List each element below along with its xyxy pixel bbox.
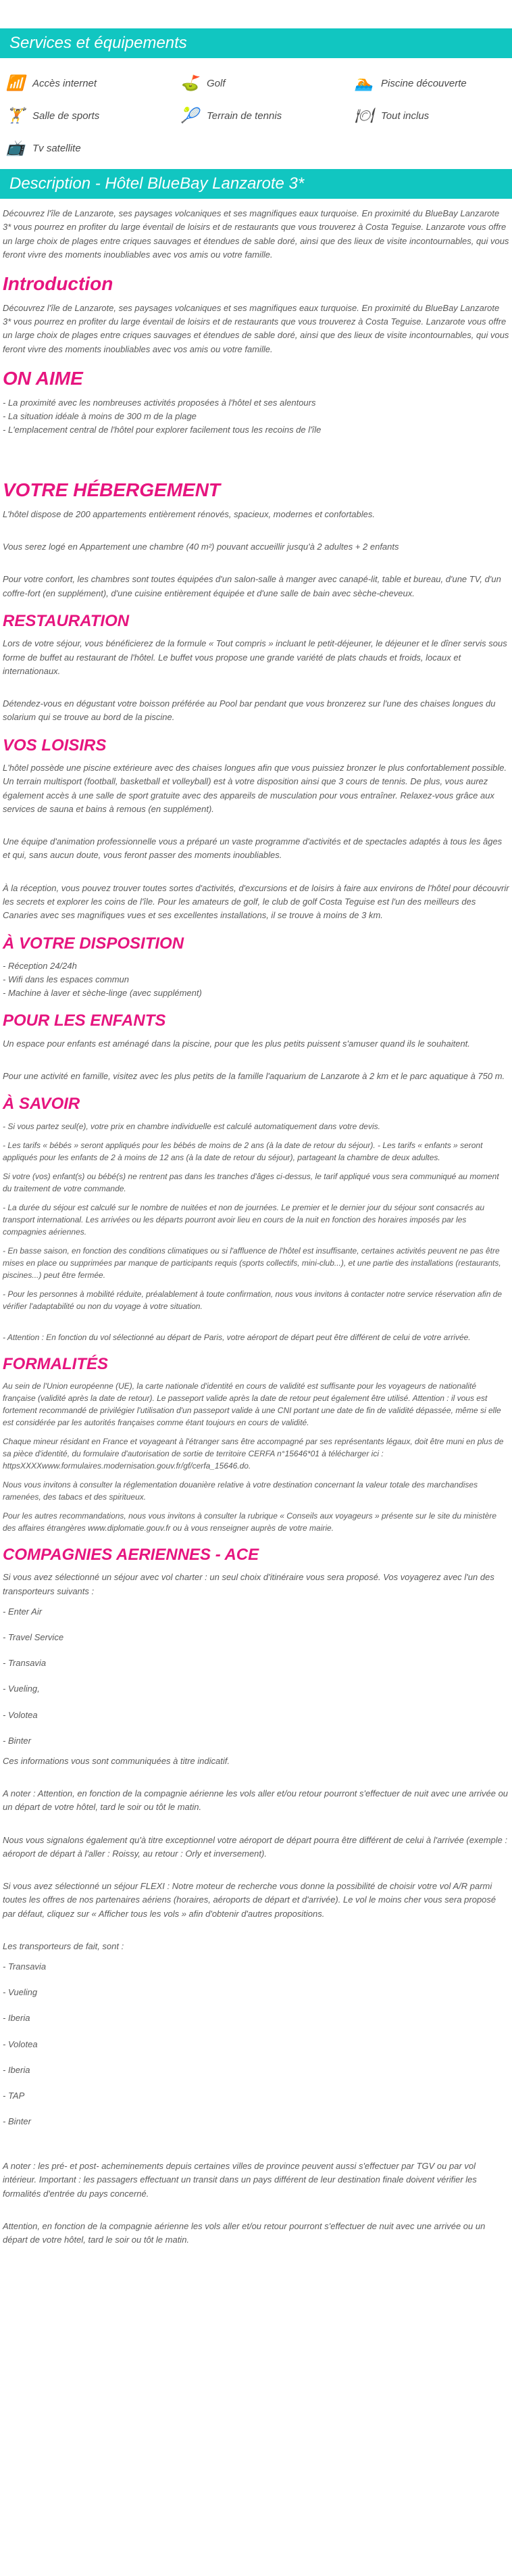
flexi-item: - Volotea <box>3 2038 38 2049</box>
services-grid <box>0 58 512 169</box>
hebergement-p2: Vous serez logé en Appartement une chambre (40 m²) pouvant accueillir jusqu'à 2 adultes + 2 enfants <box>3 542 399 552</box>
service-all-inclusive: 🍽 Tout inclus <box>355 107 430 124</box>
service-golf: ⛳ Golf <box>180 74 226 91</box>
flexi-item: - Iberia <box>3 2013 30 2024</box>
flexi-item: - Vueling <box>3 1987 38 1998</box>
flexi-item: - Transavia <box>3 1961 47 1972</box>
introduction-text: Découvrez l'île de Lanzarote, ses paysages volcaniques et ses magnifiques eaux turquoise. En proximité du BlueBay Lanzarote 3* vous pourrez en profiter du large éventail de loisirs et de restaurants que vous trouverez à Costa Teguise. Lanzarote vous offre un large choix de plages entre criques sauvages et étendues de sable doré, ainsi que des lieux de visite incontournables, qui vous feront vivre des moments inoubliables avec vos amis ou votre famille. <box>3 302 509 354</box>
flexi-list <box>3 1960 509 2128</box>
on-aime-heading: ON AIME <box>3 367 83 389</box>
hebergement-heading: VOTRE HÉBERGEMENT <box>3 479 221 501</box>
charter-item: - Binter <box>3 1735 31 1746</box>
service-pool: 🏊 Piscine découverte <box>355 74 467 91</box>
gym-icon: 🏋 <box>6 107 25 124</box>
a-savoir-p3: Si votre (vos) enfant(s) ou bébé(s) ne rentrent pas dans les tranches d'âges ci-dessus, le tarif appliqué vous sera communiqué au moment du traitement de votre commande. <box>3 1171 499 1193</box>
loisirs-p2: Une équipe d'animation professionnelle vous a préparé un vaste programme d'activités et de spectacles adaptés à tous les âges et qui, sans aucun doute, vous feront passer des moments inoubliables. <box>3 836 503 861</box>
a-savoir-heading: À SAVOIR <box>3 1095 80 1114</box>
on-aime-item: - La situation idéale à moins de 300 m de la plage <box>3 410 197 421</box>
compagnies-p5: Si vous avez sélectionné un séjour FLEXI : Notre moteur de recherche vous donne la possibilité de choisir votre vol A/R parmi toutes les offres de nos partenaires aériens (horaires, aéroports de départ et d'arrivée). Le vol le moins cher vous sera proposé par défaut, cliquez sur « Afficher tous les vols » afin d'obtenir d'autres propositions. <box>3 1881 496 1919</box>
description-title: Description - Hôtel BlueBay Lanzarote 3* <box>0 169 512 199</box>
compagnies-p8: Attention, en fonction de la compagnie aérienne les vols aller et/ou retour pourront s'effectuer de nuit avec une arrivée ou un départ de votre hôtel, tard le soir ou tôt le matin. <box>3 2220 486 2245</box>
formalites-p3: Nous vous invitons à consulter la réglementation douanière relative à votre destination concernant la valeur totale des marchandises ramenées, des tabacs et des spiritueux. <box>3 1480 478 1502</box>
on-aime-list <box>3 396 509 437</box>
charter-item: - Travel Service <box>3 1632 64 1643</box>
disposition-heading: À VOTRE DISPOSITION <box>3 934 184 953</box>
restauration-heading: RESTAURATION <box>3 612 130 630</box>
pool-icon: 🏊 <box>355 74 374 91</box>
flexi-item: - Binter <box>3 2116 31 2127</box>
hebergement-p1: L'hôtel dispose de 200 appartements entièrement rénovés, spacieux, modernes et confortables. <box>3 508 375 519</box>
compagnies-p7: A noter : les pré- et post- acheminements depuis certaines villes de province peuvent aussi s'effectuer par TGV ou par vol intérieur. Important : les passagers effectuant un transit dans un pays différent de leur destination finale doivent vérifier les formalités d'entrée du pays concerné. <box>3 2161 477 2199</box>
charter-item: - Volotea <box>3 1709 38 1720</box>
a-savoir-p6: - Pour les personnes à mobilité réduite, préalablement à toute confirmation, nous vous invitons à contacter notre service réservation afin de vérifier l'adaptabilité ou non du voyage à votre situation. <box>3 1289 503 1311</box>
service-internet: 📶 Accès internet <box>6 74 97 91</box>
charter-item: - Enter Air <box>3 1606 43 1617</box>
restauration-p2: Détendez-vous en dégustant votre boisson préférée au Pool bar pendant que vous bronzerez sur l'une des chaises longues du solarium qui se trouve au bord de la piscine. <box>3 698 496 723</box>
restauration-p1: Lors de votre séjour, vous bénéficierez de la formule « Tout compris » incluant le petit-déjeuner, le déjeuner et le dîner servis sous forme de buffet au restaurant de l'hôtel. Le buffet vous propose une grande variété de plats chauds et froids, locaux et internationaux. <box>3 638 507 676</box>
service-tennis: 🎾 Terrain de tennis <box>180 107 282 124</box>
a-savoir-p2: - Les tarifs « bébés » seront appliqués pour les bébés de moins de 2 ans (à la date de retour du séjour). - Les tarifs « enfants » seront appliqués pour les enfants de 2 à moins de 12 ans (à la date de retour du séjour), partageant la chambre de deux adultes. <box>3 1140 483 1162</box>
formalites-heading: FORMALITÉS <box>3 1354 108 1373</box>
charter-list <box>3 1605 509 1748</box>
on-aime-item: - La proximité avec les nombreuses activités proposées à l'hôtel et ses alentours <box>3 397 316 408</box>
tennis-icon: 🎾 <box>180 107 199 124</box>
compagnies-heading: COMPAGNIES AERIENNES - ACE <box>3 1546 259 1565</box>
compagnies-p3: A noter : Attention, en fonction de la compagnie aérienne les vols aller et/ou retour pourront s'effectuer de nuit avec une arrivée ou un départ de votre hôtel, tard le soir ou tôt le matin. <box>3 1788 509 1813</box>
disposition-item: - Wifi dans les espaces commun <box>3 974 130 985</box>
disposition-item: - Réception 24/24h <box>3 960 77 971</box>
formalites-p4: Pour les autres recommandations, nous vous invitons à consulter la rubrique « Conseils aux voyageurs » présente sur le site du ministère des affaires étrangères www.diplomatie.gouv.fr ou à vous renseigner auprès de votre mairie. <box>3 1511 497 1533</box>
enfants-p1: Un espace pour enfants est aménagé dans la piscine, pour que les plus petits puissent s'amuser quand ils le souhaitent. <box>3 1038 470 1049</box>
compagnies-p1: Si vous avez sélectionné un séjour avec vol charter : un seul choix d'itinéraire vous sera proposé. Vos voyagerez avec l'un des transporteurs suivants : <box>3 1572 494 1596</box>
charter-item: - Vueling, <box>3 1684 40 1694</box>
enfants-p2: Pour une activité en famille, visitez avec les plus petits de la famille l'aquarium de Lanzarote à 2 km et le parc aquatique à 750 m. <box>3 1070 505 1081</box>
on-aime-item: - L'emplacement central de l'hôtel pour explorer facilement tous les recoins de l'île <box>3 425 322 435</box>
loisirs-p3: À la réception, vous pouvez trouver toutes sortes d'activités, d'excursions et de loisirs à faire aux environs de l'hôtel pour découvrir les secrets et explorer les coins de l'île. Pour les amateurs de golf, le club de golf Costa Teguise est l'un des meilleurs des Canaries avec ses magnifiques vues et ses excellentes installations, il se trouve à moins de 3 km. <box>3 882 509 921</box>
formalites-p2: Chaque mineur résidant en France et voyageant à l'étranger sans être accompagné par ses représentants légaux, doit être muni en plus de sa pièce d'identité, du formulaire d'autorisation de sortie de territoire CERFA n°15646*01 à télécharger ici : httpsXXXXwww.formulaires.modernisation.gouv.fr/gf/cerfa_15646.do. <box>3 1437 504 1471</box>
services-title: Services et équipements <box>0 28 512 58</box>
a-savoir-p5: - En basse saison, en fonction des conditions climatiques ou si l'affluence de l'hôtel est insuffisante, certaines activités peuvent ne pas être mises en place ou supprimées par manque de participants requis (sports collectifs, mini-club...), et une partie des installations (restaurants, piscines...) peut être fermée. <box>3 1245 501 1280</box>
service-tv: 📺 Tv satellite <box>6 139 81 156</box>
golf-icon: ⛳ <box>180 74 199 91</box>
a-savoir-p7: - Attention : En fonction du vol sélectionné au départ de Paris, votre aéroport de départ peut être différent de celui de votre arrivée. <box>3 1332 471 1342</box>
description-section <box>0 199 512 2247</box>
all-inclusive-icon: 🍽 <box>355 107 374 124</box>
disposition-list <box>3 959 509 1000</box>
flexi-item: - TAP <box>3 2090 25 2101</box>
wifi-icon: 📶 <box>6 74 25 91</box>
loisirs-p1: L'hôtel possède une piscine extérieure avec des chaises longues afin que vous puissiez bronzer le plus confortablement possible. Un terrain multisport (football, basketball et volleyball) est à votre disposition ainsi que 3 cours de tennis. De plus, vous aurez également accès à une salle de sport gratuite avec des appareils de musculation pour vous entraîner. Relaxez-vous grâce aux services de sauna et bains à remous (en supplément). <box>3 763 507 814</box>
formalites-p1: Au sein de l'Union européenne (UE), la carte nationale d'identité en cours de validité est suffisante pour les voyageurs de nationalité française (validité après la date de retour). Le passeport valide après la date de retour peut également être utilisé. Attention : il vous est fortement recommandé de privilégier l'utilisation d'un passeport valide à une CNI portant une date de fin de validité dépassée, même si elle est considérée par les autorités françaises comme étant toujours en cours de validité. <box>3 1381 501 1428</box>
description-intro: Découvrez l'île de Lanzarote, ses paysages volcaniques et ses magnifiques eaux turquoise. En proximité du BlueBay Lanzarote 3* vous pourrez en profiter du large éventail de loisirs et de restaurants que vous trouverez à Costa Teguise. Lanzarote vous offre un large choix de plages entre criques sauvages et étendues de sable doré, ainsi que des lieux de visite incontournables, qui vous feront vivre des moments inoubliables avec vos amis ou votre famille. <box>3 208 509 260</box>
tv-icon: 📺 <box>6 139 25 156</box>
enfants-heading: POUR LES ENFANTS <box>3 1011 166 1030</box>
a-savoir-p4: - La durée du séjour est calculé sur le nombre de nuitées et non de journées. Le premier et le dernier jour du séjour sont consacrés au transport international. Les arrivées ou les départs pourront avoir lieu en cours de la nuit en fonction des horaires imposés par les compagnies aériennes. <box>3 1202 485 1237</box>
loisirs-heading: VOS LOISIRS <box>3 736 107 755</box>
disposition-item: - Machine à laver et sèche-linge (avec supplément) <box>3 988 202 999</box>
charter-item: - Transavia <box>3 1658 47 1669</box>
service-gym: 🏋 Salle de sports <box>6 107 100 124</box>
compagnies-p2: Ces informations vous sont communiquées à titre indicatif. <box>3 1755 230 1766</box>
hebergement-p3: Pour votre confort, les chambres sont toutes équipées d'un salon-salle à manger avec canapé-lit, table et bureau, d'une TV, d'un coffre-fort (en supplément), d'une cuisine entièrement équipée et d'une salle de bain avec sèche-cheveux. <box>3 574 501 598</box>
introduction-heading: Introduction <box>3 273 113 295</box>
flexi-item: - Iberia <box>3 2064 30 2075</box>
compagnies-p6: Les transporteurs de fait, sont : <box>3 1940 124 1951</box>
a-savoir-p1: - Si vous partez seul(e), votre prix en chambre individuelle est calculé automatiquement dans votre devis. <box>3 1121 380 1131</box>
compagnies-p4: Nous vous signalons également qu'à titre exceptionnel votre aéroport de départ pourra être différent de celui à l'arrivée (exemple : aéroport de départ à l'aller : Roissy, au retour : Orly et inversement). <box>3 1834 508 1859</box>
